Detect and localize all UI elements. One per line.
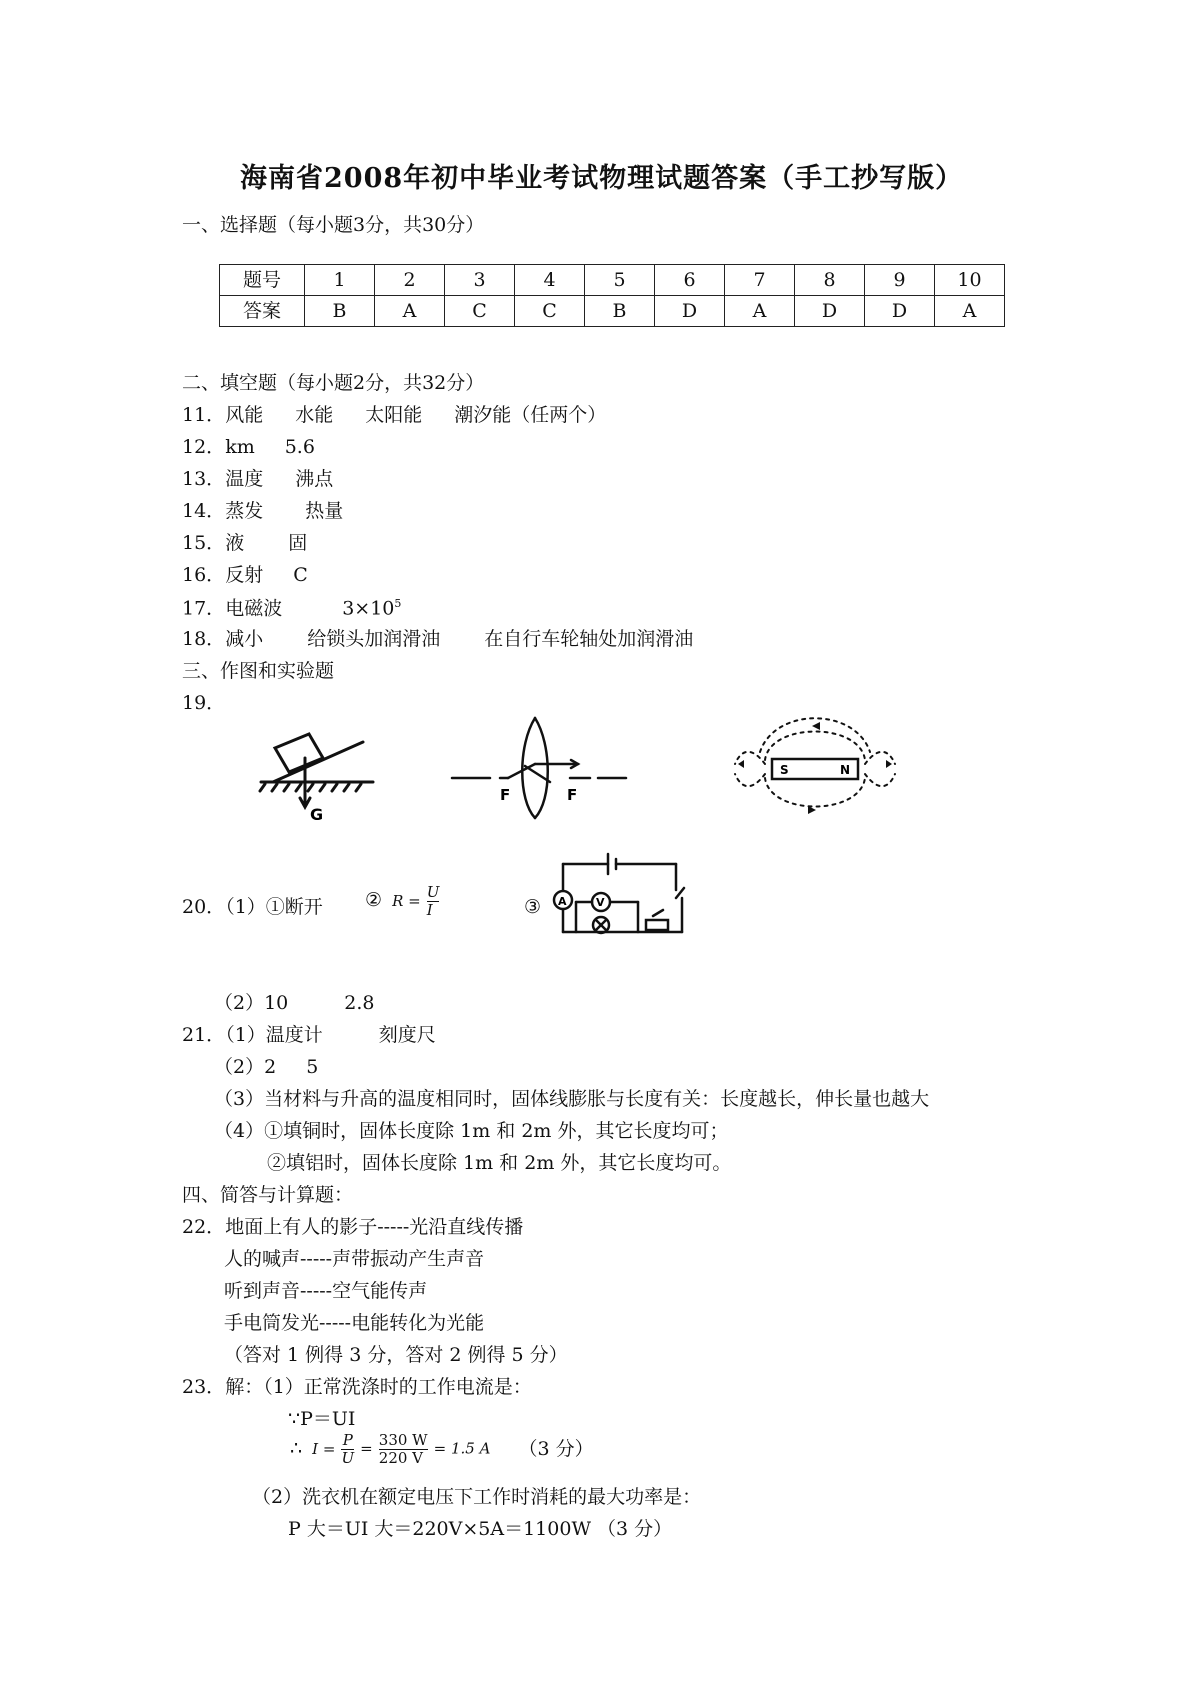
answer-text: 蒸发 [225,500,264,522]
table-cell: 3 [445,265,515,296]
answer-text: 减小 [225,628,264,650]
table-cell: 4 [515,265,585,296]
table-cell: 1 [305,265,375,296]
item-number: 16． [182,564,226,586]
table-cell: B [585,296,655,327]
answer-line-14 [182,502,343,521]
item-number: 18． [182,628,226,650]
answer-line-21-2 [214,1058,318,1077]
label-F-right: F [567,786,578,804]
answer-line-21-5: ②填铝时，固体长度除 1m 和 2m 外，其它长度均可。 [267,1152,732,1174]
answer-line-21-1 [182,1026,436,1045]
table-cell: A [375,296,445,327]
svg-text:V: V [596,896,605,909]
answer-line-17 [182,598,401,618]
denominator: I [427,901,440,919]
answer-line-20-1 [182,898,323,917]
numerator: P [342,1431,353,1449]
answer-line-16 [182,566,308,585]
circle-number-3: ③ [524,896,542,918]
circle-number: ② [365,889,383,911]
answer-text: （1）温度计 [225,1024,323,1046]
answer-text: 电磁波 [225,597,283,620]
label-S: S [780,763,789,777]
table-cell: 6 [655,265,725,296]
answer-text: （2）10 [214,992,289,1014]
answer-text: km [225,436,255,458]
answer-line-22-4: 手电筒发光-----电能转化为光能 [224,1312,485,1334]
answer-line-11 [182,406,606,425]
answer-line-12 [182,438,315,457]
formula-ohm [365,884,439,918]
table-cell: C [515,296,585,327]
answer-text: 在自行车轮轴处加润滑油 [484,628,694,650]
label-N: N [840,763,851,777]
answer-text: 刻度尺 [378,1024,436,1046]
answer-text: 3×10 [342,597,395,620]
item-number: 23． [182,1376,226,1398]
answer-text: 2.8 [344,992,375,1014]
table-row-numbers [220,265,1005,296]
answer-text: 解：（1）正常洗涤时的工作电流是： [225,1376,532,1398]
item-number: 15． [182,532,226,554]
table-cell: C [445,296,515,327]
answer-text: 潮汐能（任两个） [454,404,607,426]
denominator: U [341,1448,355,1467]
answer-text: 液 [225,532,245,554]
table-cell: A [935,296,1005,327]
inclined-plane-diagram [255,728,390,828]
answer-text: 水能 [295,404,334,426]
answer-text: （1）①断开 [225,896,323,918]
item-number: 11． [182,404,226,426]
magnet-field-diagram [730,712,900,822]
fraction [427,884,440,918]
item-number: 22． [182,1216,226,1238]
answer-line-21-4: （4）①填铜时，固体长度除 1m 和 2m 外，其它长度均可； [214,1120,729,1142]
table-cell: 5 [585,265,655,296]
item-number: 12． [182,436,226,458]
table-cell: 8 [795,265,865,296]
section4-heading: 四、简答与计算题： [182,1184,354,1206]
label-G: G [310,805,324,824]
exponent: 5 [394,597,402,610]
label-F-left: F [500,786,511,804]
answer-text: C [293,564,308,586]
table-cell: D [865,296,935,327]
section2-heading: 二、填空题（每小题2分，共32分） [182,372,485,394]
table-cell: 9 [865,265,935,296]
svg-text:A: A [558,895,567,908]
section1-heading: 一、选择题（每小题3分，共30分） [182,214,485,236]
table-cell: D [795,296,865,327]
answer-text: 沸点 [295,468,334,490]
table-cell: B [305,296,375,327]
score-text: （3 分） [518,1437,594,1460]
answer-text: 温度 [225,468,264,490]
answer-line-18 [182,630,693,649]
answer-line-22-3: 听到声音-----空气能传声 [224,1280,428,1302]
formula-result: = 1.5 A [433,1439,491,1458]
answer-line-20-2 [214,994,374,1013]
answer-text: 5 [306,1056,319,1078]
table-cell: D [655,296,725,327]
table-cell: 7 [725,265,795,296]
table-cell: 10 [935,265,1005,296]
answer-line-22-5: （答对 1 例得 3 分，答对 2 例得 5 分） [224,1344,568,1366]
formula-current: ∴ I = $\frac{P}{U}$ = $\frac{330 W}{220 V}$ = 1.5 A （3 分） [290,1431,594,1467]
denominator: 220 V [379,1449,428,1467]
answer-text: 太阳能 [365,404,423,426]
fraction [341,1432,354,1466]
answer-text: 热量 [305,500,344,522]
circuit-diagram [548,850,693,942]
section3-heading: 三、作图和实验题 [182,660,335,682]
item-number: 13． [182,468,226,490]
table-row-label: 答案 [220,296,305,327]
lens-diagram [450,710,630,820]
item-number: 14． [182,500,226,522]
formula-lhs: I = [312,1439,336,1458]
fraction [379,1432,428,1466]
answer-text: 风能 [225,404,264,426]
page-title: 海南省2008年初中毕业考试物理试题答案（手工抄写版） [240,163,964,194]
table-row-label: 题号 [220,265,305,296]
answer-text: 固 [288,532,308,554]
answer-text: 给锁头加润滑油 [307,628,441,650]
answer-line-13 [182,470,333,489]
answer-line-23-5: P 大＝UI 大＝220V×5A＝1100W （3 分） [288,1518,673,1540]
answer-text: （2）2 [214,1056,277,1078]
table-cell: A [725,296,795,327]
item-number: 21． [182,1024,226,1046]
answer-line-21-3: （3）当材料与升高的温度相同时，固体线膨胀与长度有关：长度越长，伸长量也越大 [214,1088,930,1110]
therefore-symbol: ∴ [290,1437,303,1460]
answer-text: 地面上有人的影子-----光沿直线传播 [225,1216,524,1238]
answer-text: 反射 [225,564,264,586]
table-row-answers [220,296,1005,327]
answer-table [219,264,1005,327]
answer-line-22-1 [182,1218,523,1237]
item-number: 20． [182,896,226,918]
formula-lhs: R = [392,891,421,910]
item-number: 17． [182,597,226,620]
table-cell: 2 [375,265,445,296]
numerator: 330 W [378,1431,428,1449]
answer-line-23-1 [182,1378,532,1397]
answer-text: 5.6 [284,436,315,458]
answer-line-22-2: 人的喊声-----声带振动产生声音 [224,1248,485,1270]
answer-line-23-2: ∵P＝UI [288,1408,356,1430]
numerator: U [426,883,440,901]
item-number-19: 19． [182,692,226,714]
answer-line-15 [182,534,307,553]
answer-line-23-4: （2）洗衣机在额定电压下工作时消耗的最大功率是： [252,1486,702,1508]
